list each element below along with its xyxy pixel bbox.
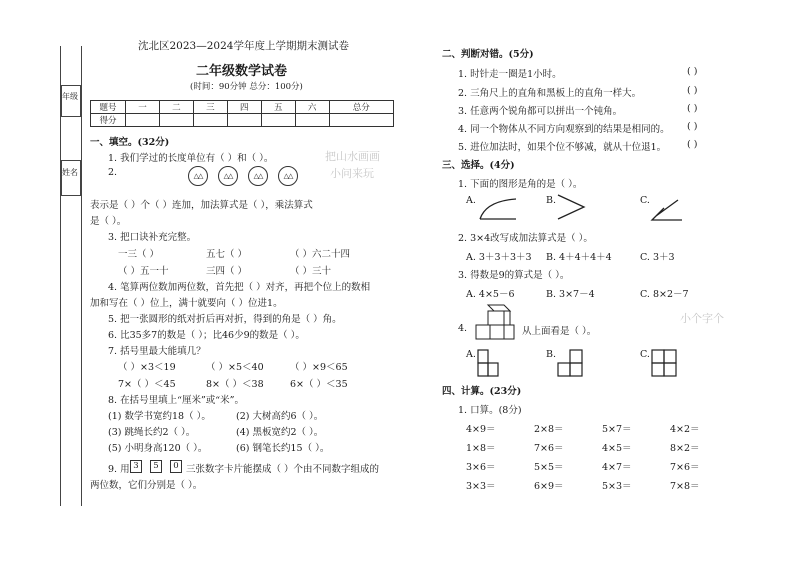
q1-8-item: (5) 小明身高120（ ）。	[108, 443, 208, 454]
calc-item: 4×2＝	[670, 424, 700, 435]
q1-4-line2: 加和写在（ ）位上，满十就要向（ ）位进1。	[90, 298, 283, 309]
calc-item: 5×3＝	[602, 481, 632, 492]
ghost-text: 小问来玩	[330, 167, 374, 180]
score-cell: 总分	[329, 101, 393, 114]
calc-sub1: 1. 口算。(8分)	[458, 405, 522, 416]
section1-title: 一、填空。(32分)	[90, 137, 170, 148]
choice-q1: 1. 下面的图形是角的是（ ）。	[458, 179, 583, 190]
calc-item: 1×8＝	[466, 443, 496, 454]
judge-item: 2. 三角尺上的直角和黑板上的直角一样大。	[458, 88, 642, 99]
q1-7: 7. 括号里最大能填几？	[108, 346, 206, 357]
q1-3-item: 一三（ ）	[118, 249, 160, 260]
name-box	[61, 160, 81, 196]
option-label: A. 4×5－6	[466, 289, 515, 300]
option-label: A. 3＋3＋3＋3	[466, 252, 532, 263]
option-label: C.	[640, 195, 650, 206]
cube-stack-icon	[474, 303, 518, 341]
q1-2-line1: 表示是（ ）个（ ）连加，加法算式是（ ），乘法算式	[90, 200, 313, 211]
calc-item: 4×5＝	[602, 443, 632, 454]
choice-q4-num: 4.	[458, 323, 468, 334]
exam-subtitle: 二年级数学试卷	[196, 64, 288, 79]
ghost-text: 小个字个	[680, 312, 724, 325]
q1-6: 6. 比35多7的数是（ ）；比46少9的数是（ ）。	[108, 330, 305, 341]
q1-7-item: （ ）×3＜19	[118, 362, 176, 373]
triangle-group-icon: △△	[278, 166, 298, 186]
score-input-cell[interactable]	[261, 114, 295, 127]
calc-item: 7×8＝	[670, 481, 700, 492]
option-label: B.	[546, 349, 557, 360]
section2-title: 二、判断对错。(5分)	[442, 49, 534, 60]
calc-item: 5×7＝	[602, 424, 632, 435]
score-cell: 二	[159, 101, 193, 114]
triangle-group-icon: △△	[188, 166, 208, 186]
choice-q3: 3. 得数是9的算式是（ ）。	[458, 270, 570, 281]
calc-item: 7×6＝	[670, 462, 700, 473]
score-header-row	[91, 101, 394, 114]
q1-8-item: (1) 数学书宽约18（ ）。	[108, 411, 211, 422]
answer-bracket[interactable]: ( )	[687, 121, 698, 132]
digit-card: 5	[150, 460, 162, 473]
q1-3-item: （ ）六二十四	[290, 249, 351, 260]
score-value-row	[91, 114, 394, 127]
q1-7-item: 8×（ ）＜38	[206, 379, 264, 390]
digit-card: 0	[170, 460, 182, 473]
answer-bracket[interactable]: ( )	[687, 85, 698, 96]
q1-1: 1. 我们学过的长度单位有（ ）和（ ）。	[108, 153, 274, 164]
score-input-cell[interactable]	[159, 114, 193, 127]
choice-q4-text: 从上面看是（ ）。	[522, 326, 597, 337]
q1-2-num: 2.	[108, 167, 118, 178]
q1-8-item: (2) 大树高约6（ ）。	[236, 411, 324, 422]
option-label: B. 3×7－4	[546, 289, 595, 300]
option-label: A.	[466, 349, 476, 360]
score-cell: 题号	[91, 101, 126, 114]
name-label: 姓名	[62, 168, 78, 177]
option-label: C. 8×2－7	[640, 289, 689, 300]
digit-card: 3	[130, 460, 142, 473]
calc-item: 5×5＝	[534, 462, 564, 473]
answer-bracket[interactable]: ( )	[687, 103, 698, 114]
time-info: (时间：90分钟 总分：100分)	[190, 82, 303, 92]
exam-title: 沈北区2023—2024学年度上学期期末测试卷	[138, 40, 349, 52]
q1-7-item: 6×（ ）＜35	[290, 379, 348, 390]
score-cell: 三	[193, 101, 227, 114]
q1-5: 5. 把一张圆形的纸对折后再对折，得到的角是（ ）角。	[108, 314, 342, 325]
view-option-c-icon	[650, 348, 678, 378]
answer-bracket[interactable]: ( )	[687, 66, 698, 77]
calc-item: 4×7＝	[602, 462, 632, 473]
q1-3-item: 五七（ ）	[206, 249, 248, 260]
calc-item: 3×6＝	[466, 462, 496, 473]
option-label: B. 4＋4＋4＋4	[546, 252, 612, 263]
q1-4-line1: 4. 笔算两位数加两位数，首先把（ ）对齐，再把个位上的数相	[108, 282, 371, 293]
calc-item: 6×9＝	[534, 481, 564, 492]
q1-8-item: (4) 黑板宽约2（ ）。	[236, 427, 324, 438]
q1-3-item: 三四（ ）	[206, 266, 248, 277]
score-cell: 一	[126, 101, 160, 114]
q1-8: 8. 在括号里填上“厘米”或“米”。	[108, 395, 245, 406]
calc-item: 8×2＝	[670, 443, 700, 454]
view-option-a-icon	[476, 348, 500, 378]
score-table	[90, 100, 394, 127]
q1-9-post: 三张数字卡片能摆成（ ）个由不同数字组成的	[186, 464, 380, 475]
q1-7-item: （ ）×9＜65	[290, 362, 348, 373]
option-label: B.	[546, 195, 557, 206]
section4-title: 四、计算。(23分)	[442, 386, 522, 397]
score-input-cell[interactable]	[126, 114, 160, 127]
q1-2-line2: 是（ ）。	[90, 216, 127, 227]
judge-item: 5. 进位加法时，如果个位不够减，就从十位退1。	[458, 142, 667, 153]
view-option-b-icon	[556, 348, 586, 378]
triangle-group-icon: △△	[248, 166, 268, 186]
q1-7-item: 7×（ ）＜45	[118, 379, 176, 390]
angle-shape-icon	[556, 193, 586, 221]
ghost-text: 把山水画画	[325, 150, 380, 163]
q1-7-item: （ ）×5＜40	[206, 362, 264, 373]
grade-box	[61, 85, 81, 117]
q1-8-item: (3) 跳绳长约2（ ）。	[108, 427, 196, 438]
score-cell: 五	[261, 101, 295, 114]
score-cell: 得分	[91, 114, 126, 127]
score-cell: 六	[295, 101, 329, 114]
calc-item: 2×8＝	[534, 424, 564, 435]
q1-9-line2: 两位数，它们分别是（ ）。	[90, 480, 203, 491]
option-label: C.	[640, 349, 650, 360]
q1-9-pre: 9. 用	[108, 464, 130, 475]
option-label: C. 3＋3	[640, 252, 675, 263]
score-input-cell[interactable]	[193, 114, 227, 127]
calc-item: 7×6＝	[534, 443, 564, 454]
zigzag-shape-icon	[648, 198, 684, 222]
calc-item: 3×3＝	[466, 481, 496, 492]
q1-3-item: （ ）五一十	[118, 266, 169, 277]
grade-label: 年级	[62, 92, 78, 101]
judge-item: 4. 同一个物体从不同方向观察到的结果是相同的。	[458, 124, 670, 135]
judge-item: 1. 时针走一圈是1小时。	[458, 69, 562, 80]
calc-item: 4×9＝	[466, 424, 496, 435]
judge-item: 3. 任意两个锐角都可以拼出一个钝角。	[458, 106, 623, 117]
arc-shape-icon	[476, 195, 520, 221]
option-label: A.	[466, 195, 476, 206]
triangle-group-icon: △△	[218, 166, 238, 186]
section3-title: 三、选择。(4分)	[442, 160, 515, 171]
score-cell: 四	[227, 101, 261, 114]
q1-8-item: (6) 钢笔长约15（ ）。	[236, 443, 330, 454]
score-input-cell[interactable]	[329, 114, 393, 127]
q1-3: 3. 把口诀补充完整。	[108, 232, 197, 243]
q1-3-item: （ ）三十	[290, 266, 332, 277]
score-input-cell[interactable]	[295, 114, 329, 127]
choice-q2: 2. 3×4改写成加法算式是（ ）。	[458, 233, 593, 244]
answer-bracket[interactable]: ( )	[687, 139, 698, 150]
score-input-cell[interactable]	[227, 114, 261, 127]
